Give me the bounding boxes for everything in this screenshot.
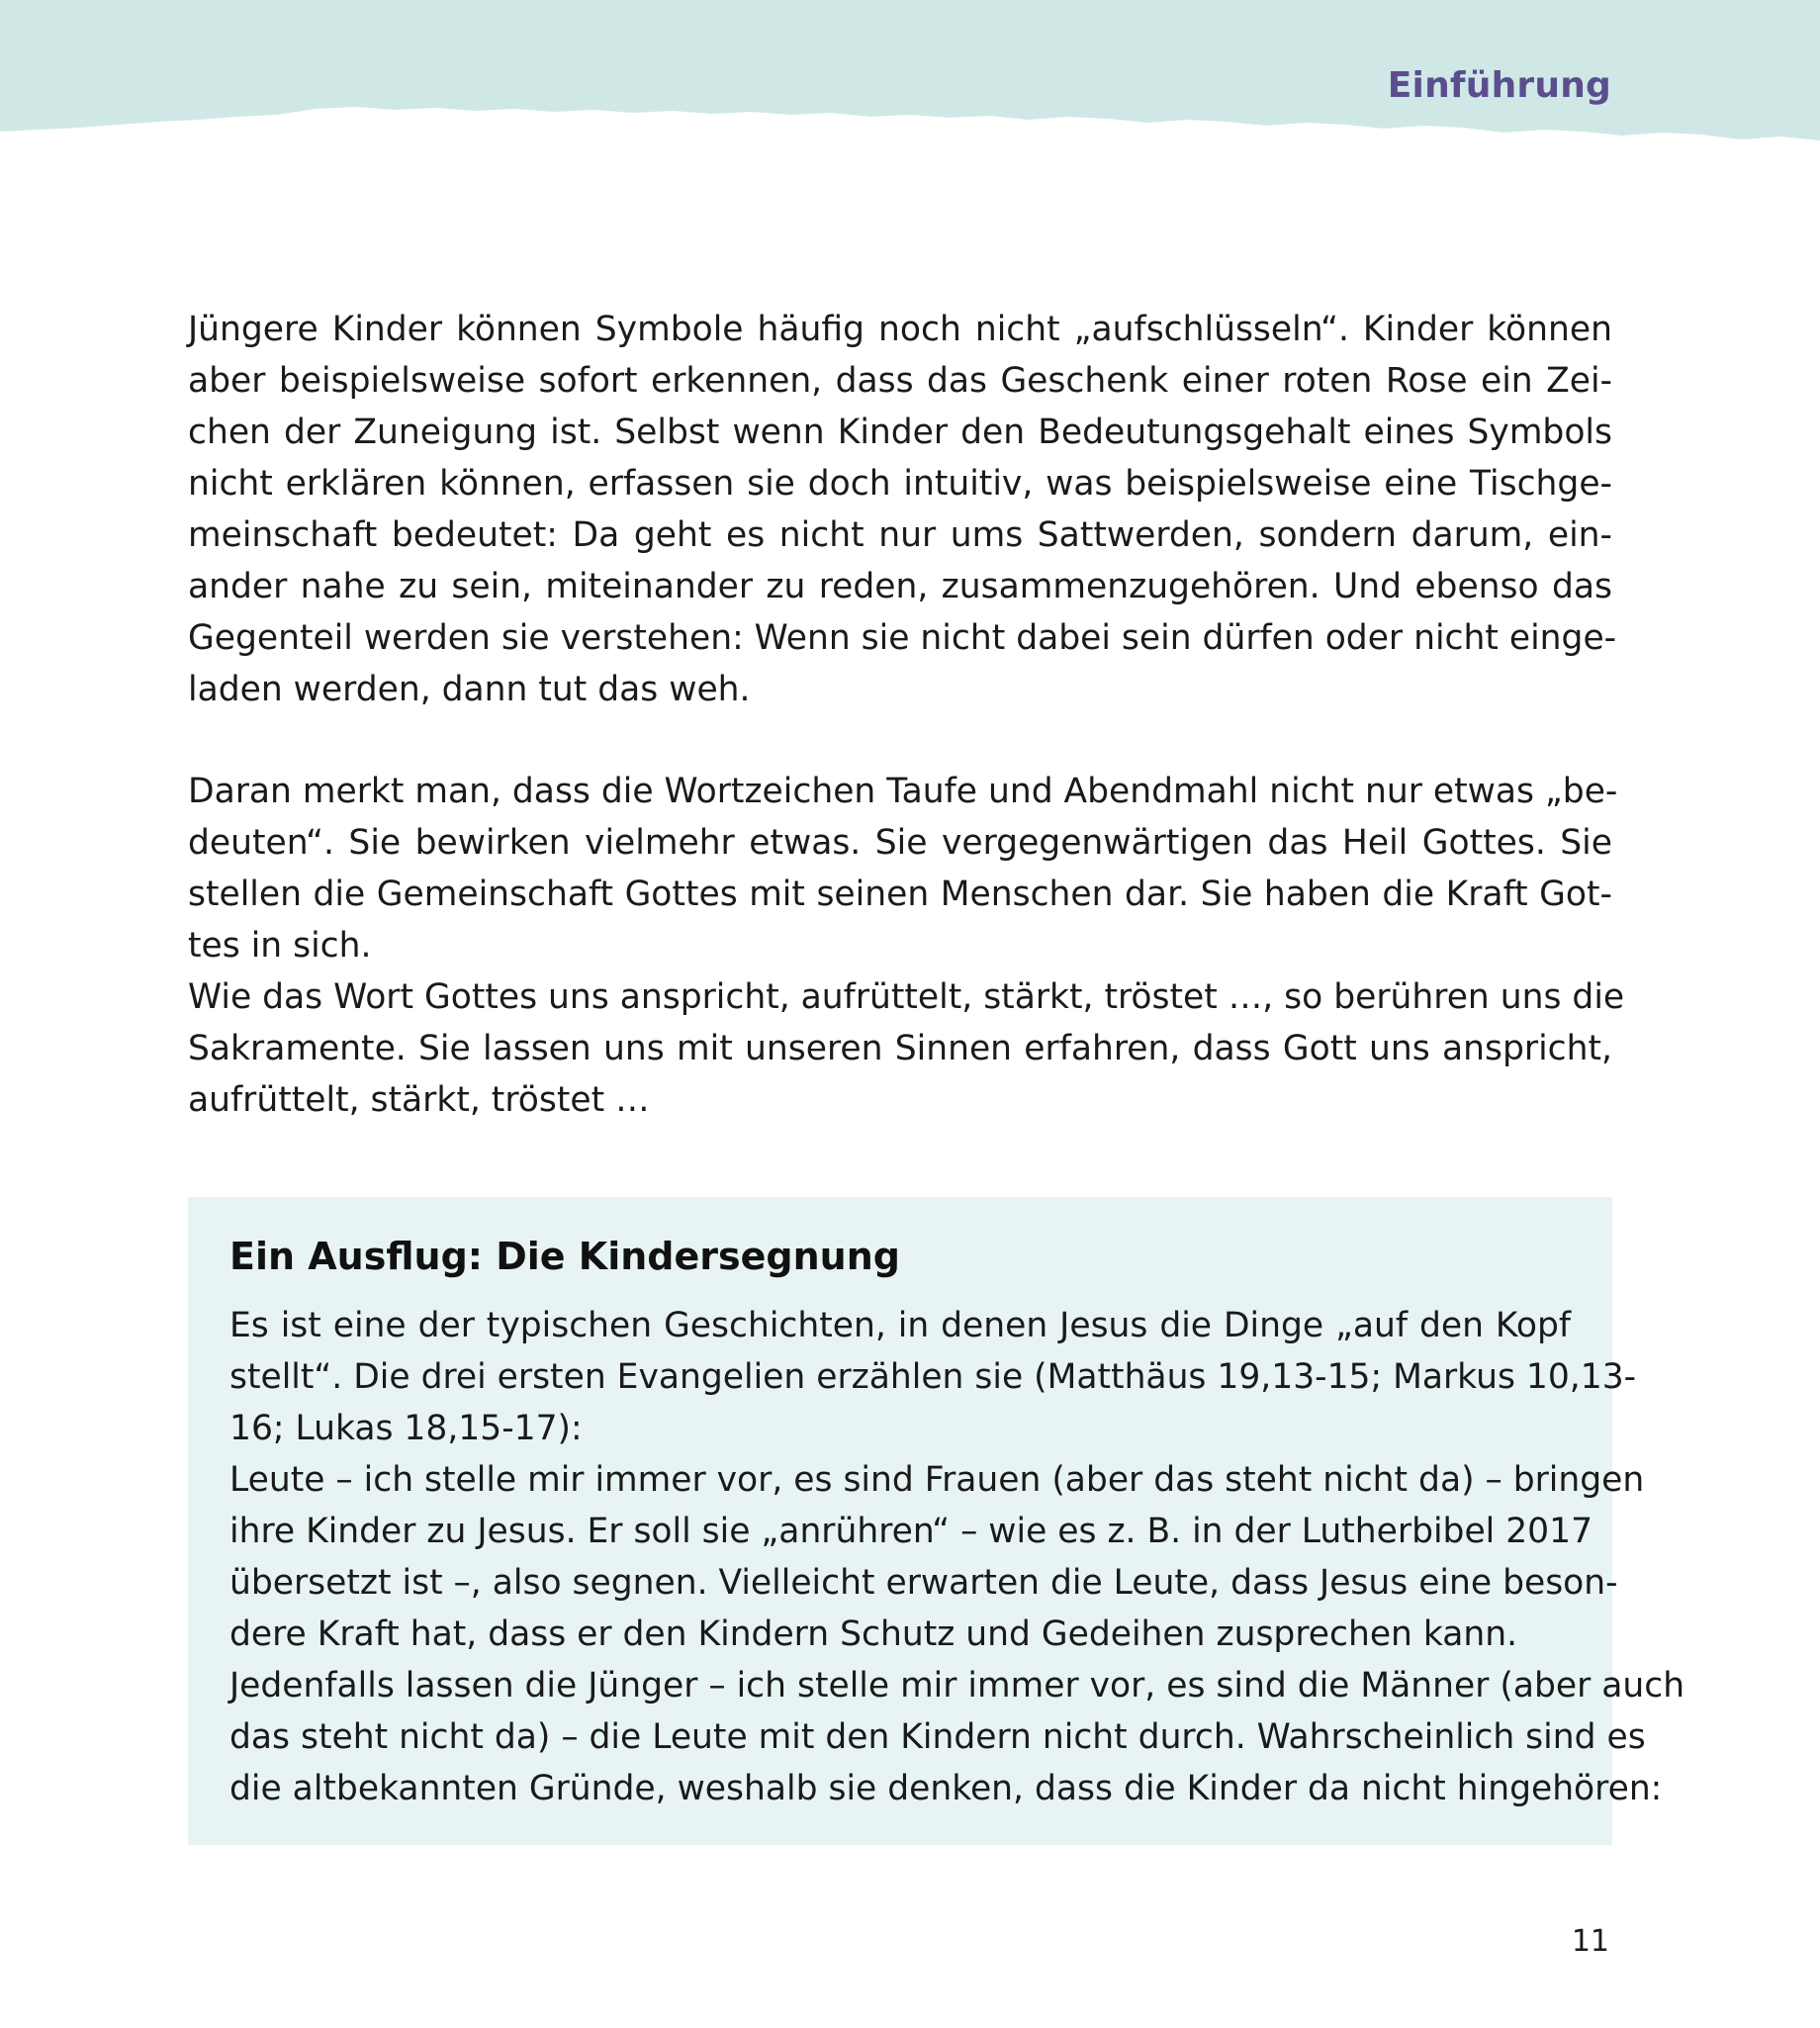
text-line: dere Kraft hat, dass er den Kindern Schutz und Gedeihen zusprechen kann.: [229, 1614, 1518, 1654]
text-line: Wie das Wort Gottes uns anspricht, aufrüttelt, stärkt, tröstet …, so berühren uns die: [188, 977, 1625, 1017]
text-line: Leute – ich stelle mir immer vor, es sind Frauen (aber das steht nicht da) – bringen: [229, 1460, 1645, 1500]
text-line: ihre Kinder zu Jesus. Er soll sie „anrühren“ – wie es z. B. in der Lutherbibel 2017: [229, 1512, 1593, 1551]
text-line: Daran merkt man, dass die Wortzeichen Taufe und Abendmahl nicht nur etwas „be-: [188, 772, 1618, 811]
text-line: aufrüttelt, stärkt, tröstet …: [188, 1080, 650, 1120]
section-title: Einführung: [1387, 65, 1611, 106]
box-heading: Ein Ausflug: Die Kindersegnung: [229, 1235, 900, 1278]
text-line: laden werden, dann tut das weh.: [188, 670, 751, 709]
text-line: tes in sich.: [188, 926, 372, 966]
excursion-box: [188, 1197, 1685, 1845]
text-line: meinschaft bedeutet: Da geht es nicht nur ums Sattwerden, sondern darum, ein-: [188, 515, 1612, 555]
text-line: stellen die Gemeinschaft Gottes mit seinen Menschen dar. Sie haben die Kraft Got-: [188, 875, 1612, 914]
text-line: Jüngere Kinder können Symbole häufig noch nicht „aufschlüsseln“. Kinder können: [188, 310, 1612, 349]
text-line: chen der Zuneigung ist. Selbst wenn Kinder den Bedeutungsgehalt eines Symbols: [188, 413, 1612, 452]
box-body: [229, 1300, 1685, 1814]
text-line: das steht nicht da) – die Leute mit den Kindern nicht durch. Wahrscheinlich sind es: [229, 1717, 1646, 1757]
text-line: Es ist eine der typischen Geschichten, in denen Jesus die Dinge „auf den Kopf: [229, 1306, 1571, 1345]
text-line: deuten“. Sie bewirken vielmehr etwas. Sie vergegenwärtigen das Heil Gottes. Sie: [188, 823, 1612, 863]
text-line: Sakramente. Sie lassen uns mit unseren Sinnen erfahren, dass Gott uns anspricht,: [188, 1029, 1612, 1068]
text-line: aber beispielsweise sofort erkennen, dass das Geschenk einer roten Rose ein Zei-: [188, 361, 1612, 401]
paragraph-sacraments: [188, 766, 1625, 1126]
text-line: die altbekannten Gründe, weshalb sie denken, dass die Kinder da nicht hingehören:: [229, 1769, 1663, 1808]
text-line: Gegenteil werden sie verstehen: Wenn sie nicht dabei sein dürfen oder nicht einge-: [188, 618, 1617, 658]
text-line: ander nahe zu sein, miteinander zu reden, zusammenzugehören. Und ebenso das: [188, 567, 1612, 606]
text-line: übersetzt ist –, also segnen. Vielleicht erwarten die Leute, dass Jesus eine beson-: [229, 1563, 1618, 1603]
text-line: nicht erklären können, erfassen sie doch intuitiv, was beispielsweise eine Tischge-: [188, 464, 1612, 504]
paragraph-symbols: [188, 304, 1617, 715]
text-line: 16; Lukas 18,15-17):: [229, 1409, 583, 1448]
text-line: stellt“. Die drei ersten Evangelien erzählen sie (Matthäus 19,13-15; Markus 10,13-: [229, 1357, 1637, 1397]
page-number: 11: [1571, 1924, 1609, 1959]
text-line: Jedenfalls lassen die Jünger – ich stelle mir immer vor, es sind die Männer (aber auch: [229, 1666, 1685, 1705]
